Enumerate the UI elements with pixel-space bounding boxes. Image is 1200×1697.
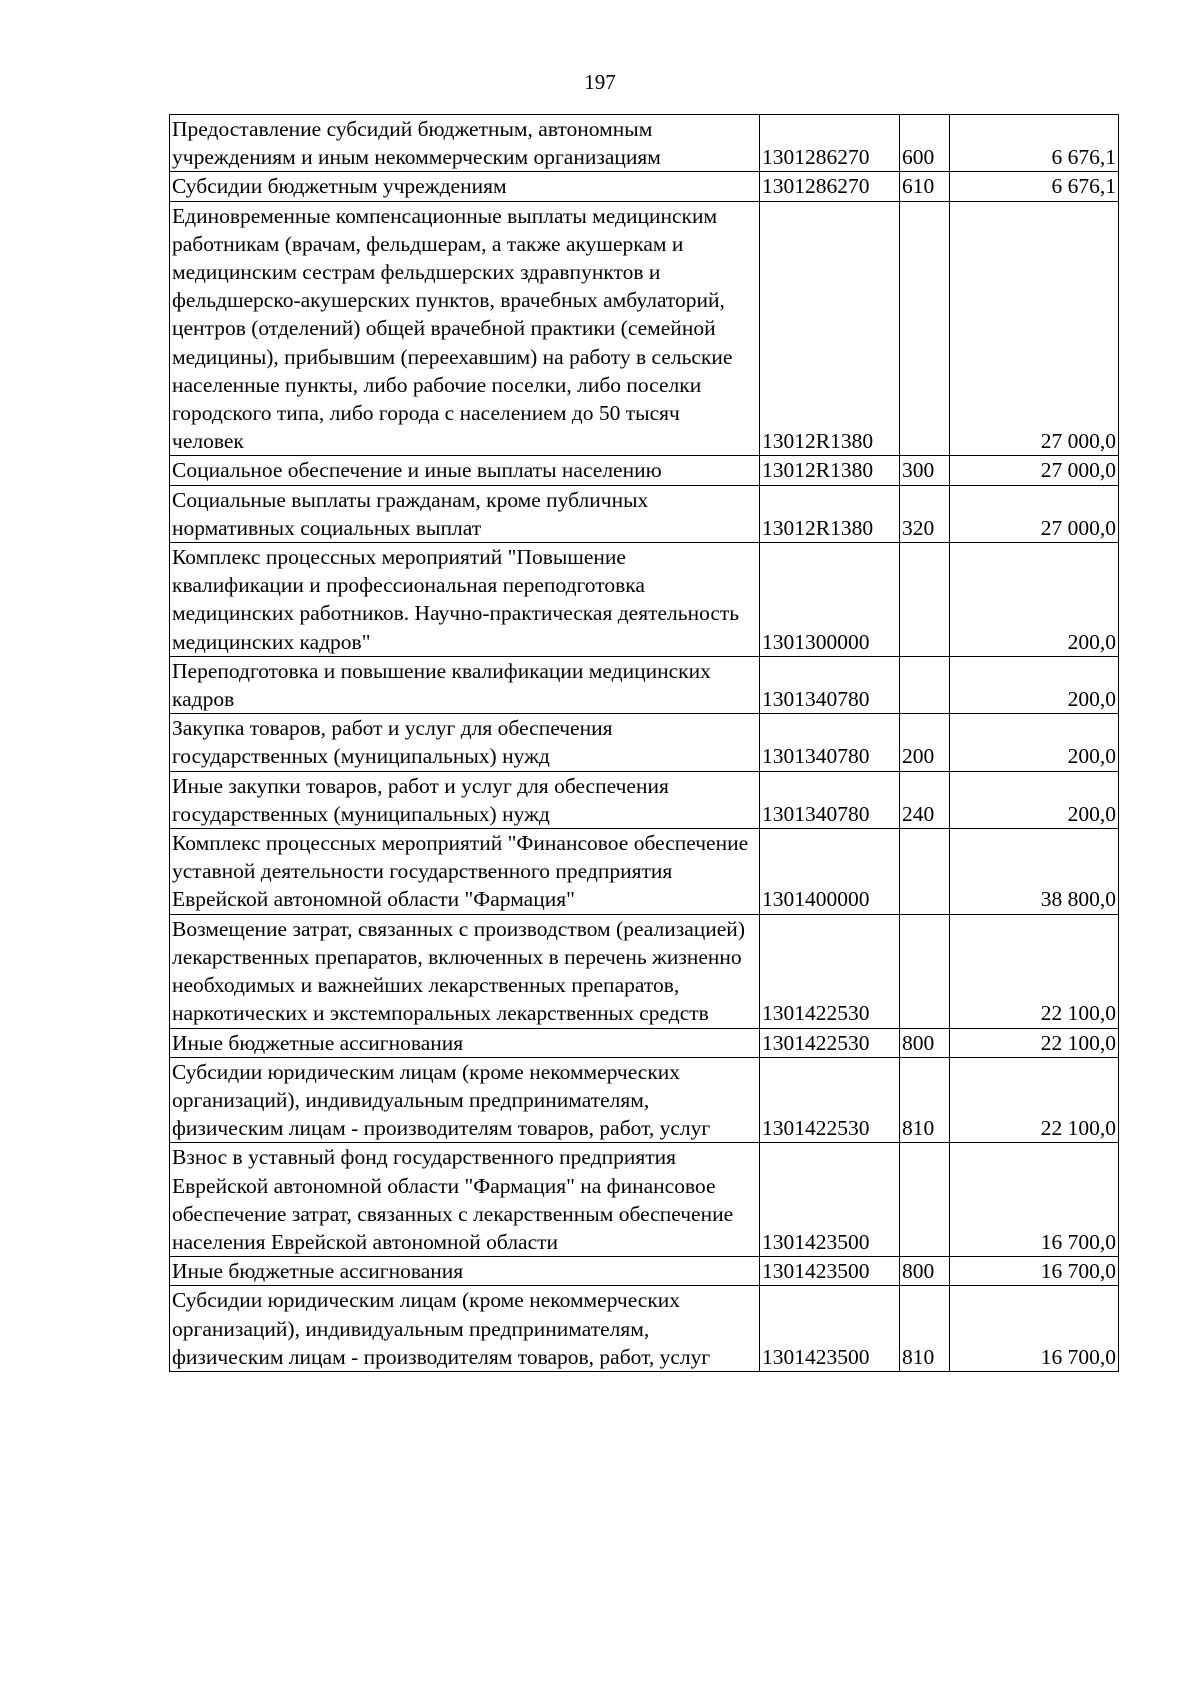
row-amount: 16 700,0	[950, 1257, 1119, 1286]
row-code: 1301286270	[760, 115, 900, 172]
row-amount: 38 800,0	[950, 829, 1119, 915]
row-type	[900, 829, 950, 915]
row-type	[900, 201, 950, 456]
table-row	[170, 543, 1119, 657]
row-type: 810	[900, 1057, 950, 1143]
row-name: Иные бюджетные ассигнования	[170, 1257, 760, 1286]
table-row	[170, 1028, 1119, 1057]
row-code: 1301423500	[760, 1257, 900, 1286]
row-type: 800	[900, 1028, 950, 1057]
row-name: Социальные выплаты гражданам, кроме публичных нормативных социальных выплат	[170, 485, 760, 542]
row-name: Комплекс процессных мероприятий "Повышение квалификации и профессиональная переподготовка медицинских работников. Научно-практическая деятельность медицинских кадров"	[170, 543, 760, 657]
row-name: Социальное обеспечение и иные выплаты населению	[170, 456, 760, 485]
row-name: Закупка товаров, работ и услуг для обеспечения государственных (муниципальных) нужд	[170, 714, 760, 771]
table-row	[170, 1286, 1119, 1372]
table-row	[170, 914, 1119, 1028]
row-type: 300	[900, 456, 950, 485]
row-code: 13012R1380	[760, 456, 900, 485]
row-amount: 6 676,1	[950, 115, 1119, 172]
table-row	[170, 714, 1119, 771]
row-amount: 22 100,0	[950, 1028, 1119, 1057]
row-code: 1301400000	[760, 829, 900, 915]
page-number: 197	[584, 70, 616, 94]
row-type: 240	[900, 771, 950, 828]
row-amount: 200,0	[950, 656, 1119, 713]
row-code: 1301286270	[760, 172, 900, 201]
row-type: 810	[900, 1286, 950, 1372]
row-code: 1301340780	[760, 656, 900, 713]
row-type: 800	[900, 1257, 950, 1286]
row-name: Субсидии бюджетным учреждениям	[170, 172, 760, 201]
row-type	[900, 543, 950, 657]
table-row	[170, 485, 1119, 542]
table-row	[170, 1143, 1119, 1257]
row-type: 200	[900, 714, 950, 771]
row-amount: 22 100,0	[950, 1057, 1119, 1143]
table-row	[170, 201, 1119, 456]
row-code: 1301422530	[760, 1057, 900, 1143]
row-name: Иные бюджетные ассигнования	[170, 1028, 760, 1057]
row-amount: 27 000,0	[950, 201, 1119, 456]
table-row	[170, 771, 1119, 828]
row-name: Предоставление субсидий бюджетным, автономным учреждениям и иным некоммерческим организациям	[170, 115, 760, 172]
table-row	[170, 1057, 1119, 1143]
row-type: 320	[900, 485, 950, 542]
row-type	[900, 914, 950, 1028]
row-amount: 200,0	[950, 543, 1119, 657]
row-code: 1301423500	[760, 1286, 900, 1372]
row-name: Комплекс процессных мероприятий "Финансовое обеспечение уставной деятельности государственного предприятия Еврейской автономной области "Фармация"	[170, 829, 760, 915]
table-row	[170, 656, 1119, 713]
row-name: Переподготовка и повышение квалификации медицинских кадров	[170, 656, 760, 713]
row-code: 13012R1380	[760, 201, 900, 456]
table-row	[170, 1257, 1119, 1286]
row-name: Единовременные компенсационные выплаты медицинским работникам (врачам, фельдшерам, а также акушеркам и медицинским сестрам фельдшерских здравпунктов и фельдшерско-акушерских пунктов, врачебных амбулаторий, центров (отделений) общей врачебной практики (семейной медицины), прибывшим (переехавшим) на работу в сельские населенные пункты, либо рабочие поселки, либо поселки городского типа, либо города с населением до 50 тысяч человек	[170, 201, 760, 456]
row-name: Субсидии юридическим лицам (кроме некоммерческих организаций), индивидуальным предпринимателям, физическим лицам - производителям товаров, работ, услуг	[170, 1286, 760, 1372]
table-row	[170, 456, 1119, 485]
row-name: Субсидии юридическим лицам (кроме некоммерческих организаций), индивидуальным предпринимателям, физическим лицам - производителям товаров, работ, услуг	[170, 1057, 760, 1143]
table-row	[170, 115, 1119, 172]
row-amount: 200,0	[950, 714, 1119, 771]
row-code: 1301422530	[760, 914, 900, 1028]
row-type: 600	[900, 115, 950, 172]
row-name: Возмещение затрат, связанных с производством (реализацией) лекарственных препаратов, включенных в перечень жизненно необходимых и важнейших лекарственных препаратов, наркотических и экстемпоральных лекарственных средств	[170, 914, 760, 1028]
row-code: 1301423500	[760, 1143, 900, 1257]
table-row	[170, 172, 1119, 201]
row-code: 1301340780	[760, 714, 900, 771]
row-code: 13012R1380	[760, 485, 900, 542]
row-type: 610	[900, 172, 950, 201]
row-name: Иные закупки товаров, работ и услуг для обеспечения государственных (муниципальных) нужд	[170, 771, 760, 828]
row-amount: 16 700,0	[950, 1286, 1119, 1372]
row-amount: 27 000,0	[950, 456, 1119, 485]
row-name: Взнос в уставный фонд государственного предприятия Еврейской автономной области "Фармация" на финансовое обеспечение затрат, связанных с лекарственным обеспечение населения Еврейской автономной области	[170, 1143, 760, 1257]
row-code: 1301422530	[760, 1028, 900, 1057]
row-type	[900, 1143, 950, 1257]
row-code: 1301340780	[760, 771, 900, 828]
row-amount: 6 676,1	[950, 172, 1119, 201]
budget-table	[169, 114, 1119, 1372]
row-amount: 22 100,0	[950, 914, 1119, 1028]
row-amount: 16 700,0	[950, 1143, 1119, 1257]
row-code: 1301300000	[760, 543, 900, 657]
table-row	[170, 829, 1119, 915]
row-amount: 27 000,0	[950, 485, 1119, 542]
row-type	[900, 656, 950, 713]
row-amount: 200,0	[950, 771, 1119, 828]
